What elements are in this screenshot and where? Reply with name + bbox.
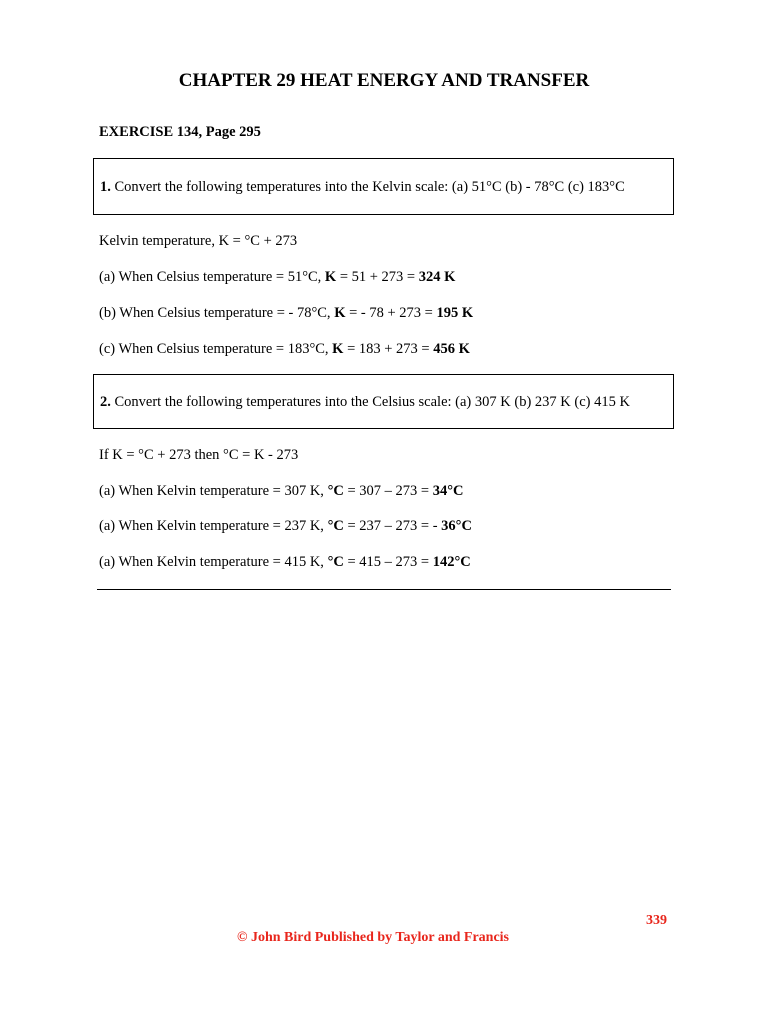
- chapter-title: CHAPTER 29 HEAT ENERGY AND TRANSFER: [178, 70, 590, 91]
- answer-2-line-1-text: If K = °C + 273 then °C = K - 273: [99, 447, 299, 463]
- answer-2-line-2-calc: = 307 – 273 =: [343, 483, 433, 499]
- answer-2-line-3-symbol: °C: [327, 518, 344, 534]
- question-2-box: [93, 374, 674, 429]
- answer-2-line-4-result: 142°C: [432, 554, 471, 570]
- answer-2-line-4-calc: = 415 – 273 =: [343, 554, 433, 570]
- answer-2-line-2-text: (a) When Kelvin temperature = 307 K,: [99, 483, 328, 499]
- answer-2-line-3: [99, 518, 472, 535]
- answer-2-line-2-symbol: °C: [327, 483, 344, 499]
- question-2-number: 2.: [100, 394, 111, 410]
- answer-1-line-2-result: 324 K: [418, 269, 456, 285]
- answer-1-line-3-calc: = - 78 + 273 =: [345, 305, 437, 321]
- answer-1-line-3-text: (b) When Celsius temperature = - 78°C,: [99, 305, 335, 321]
- section-divider: [97, 589, 671, 590]
- answer-1-line-4-calc: = 183 + 273 =: [343, 341, 434, 357]
- answer-1-line-3: [99, 305, 473, 322]
- answer-1-line-4-text: (c) When Celsius temperature = 183°C,: [99, 341, 333, 357]
- answer-2-line-2: [99, 483, 463, 500]
- answer-1-line-1: [99, 233, 297, 250]
- question-1-number: 1.: [100, 179, 111, 195]
- answer-2-line-4-symbol: °C: [327, 554, 344, 570]
- answer-2-line-4: [99, 554, 471, 571]
- answer-1-line-2: [99, 269, 455, 286]
- answer-1-line-3-result: 195 K: [436, 305, 474, 321]
- answer-1-line-3-symbol: K: [334, 305, 346, 321]
- question-2-text: [100, 394, 630, 411]
- answer-2-line-3-text: (a) When Kelvin temperature = 237 K,: [99, 518, 328, 534]
- answer-2-line-1: [99, 447, 298, 464]
- answer-2-line-3-calc: = 237 – 273 = -: [343, 518, 442, 534]
- answer-2-line-4-text: (a) When Kelvin temperature = 415 K,: [99, 554, 328, 570]
- exercise-heading: EXERCISE 134, Page 295: [99, 124, 261, 140]
- answer-1-line-2-symbol: K: [324, 269, 337, 285]
- answer-1-line-1-text: Kelvin temperature, K = °C + 273: [99, 233, 298, 249]
- answer-2-line-2-result: 34°C: [432, 483, 464, 499]
- question-1-text: [100, 179, 625, 196]
- answer-1-line-4-result: 456 K: [433, 341, 470, 357]
- answer-1-line-4: [99, 341, 470, 358]
- page-number: 339: [646, 913, 667, 928]
- copyright-footer: © John Bird Published by Taylor and Francis: [236, 930, 509, 945]
- answer-1-line-2-calc: = 51 + 273 =: [336, 269, 419, 285]
- question-1-box: [93, 158, 674, 215]
- answer-2-line-3-result: 36°C: [441, 518, 472, 534]
- question-2-prompt: Convert the following temperatures into the Celsius scale: (a) 307 K (b) 237 K (c) 415 K: [110, 394, 630, 410]
- answer-1-line-2-text: (a) When Celsius temperature = 51°C,: [99, 269, 325, 285]
- question-1-prompt: Convert the following temperatures into the Kelvin scale: (a) 51°C (b) - 78°C (c) 183°C: [110, 179, 625, 195]
- answer-1-line-4-symbol: K: [332, 341, 344, 357]
